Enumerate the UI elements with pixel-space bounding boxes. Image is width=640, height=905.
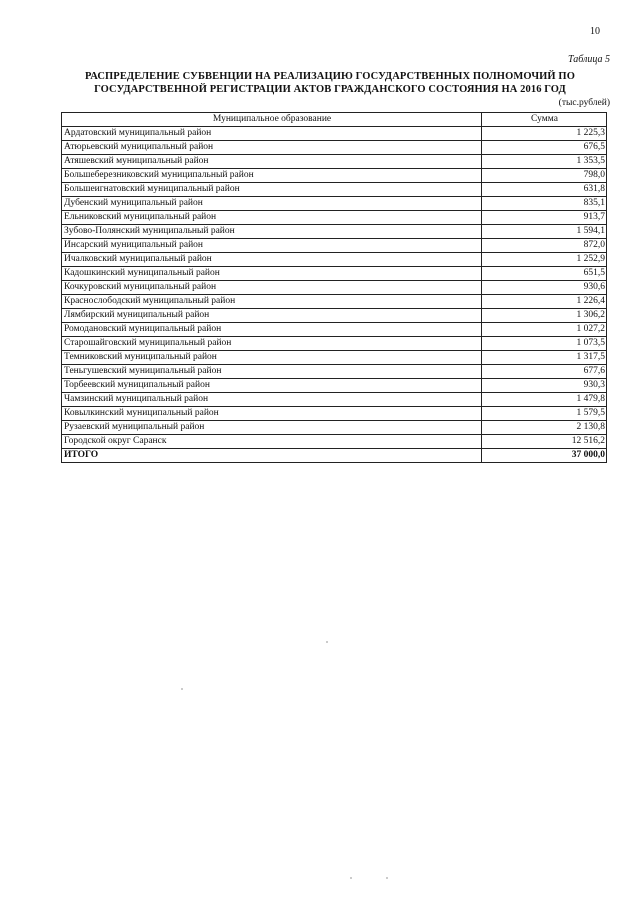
subsidy-amount: 913,7 xyxy=(482,211,607,225)
municipality-name: Кадошкинский муниципальный район xyxy=(62,267,482,281)
municipality-name: Зубово-Полянский муниципальный район xyxy=(62,225,482,239)
municipality-name: Темниковский муниципальный район xyxy=(62,351,482,365)
municipality-name: Большеберезниковский муниципальный район xyxy=(62,169,482,183)
subsidy-table xyxy=(61,112,607,463)
subsidy-amount: 631,8 xyxy=(482,183,607,197)
scan-mark xyxy=(386,877,388,879)
scan-mark xyxy=(326,641,328,643)
table-row xyxy=(62,407,607,421)
subsidy-amount: 930,3 xyxy=(482,379,607,393)
municipality-name: Чамзинский муниципальный район xyxy=(62,393,482,407)
table-row xyxy=(62,393,607,407)
subsidy-amount: 12 516,2 xyxy=(482,435,607,449)
title-line-2: ГОСУДАРСТВЕННОЙ РЕГИСТРАЦИИ АКТОВ ГРАЖДАНСКОГО СОСТОЯНИЯ НА 2016 ГОД xyxy=(94,84,566,95)
total-label: ИТОГО xyxy=(62,449,482,463)
municipality-name: Ельниковский муниципальный район xyxy=(62,211,482,225)
table-row xyxy=(62,295,607,309)
subsidy-amount: 651,5 xyxy=(482,267,607,281)
title-line-1: РАСПРЕДЕЛЕНИЕ СУБВЕНЦИИ НА РЕАЛИЗАЦИЮ ГОСУДАРСТВЕННЫХ ПОЛНОМОЧИЙ ПО xyxy=(85,71,575,82)
subsidy-amount: 930,6 xyxy=(482,281,607,295)
subsidy-amount: 798,0 xyxy=(482,169,607,183)
municipality-name: Кочкуровский муниципальный район xyxy=(62,281,482,295)
header-municipality: Муниципальное образование xyxy=(62,113,482,127)
municipality-name: Дубенский муниципальный район xyxy=(62,197,482,211)
table-row xyxy=(62,225,607,239)
municipality-name: Атяшевский муниципальный район xyxy=(62,155,482,169)
total-row xyxy=(62,449,607,463)
subsidy-amount: 1 479,8 xyxy=(482,393,607,407)
table-row xyxy=(62,337,607,351)
scan-mark xyxy=(350,877,352,879)
subsidy-amount: 1 073,5 xyxy=(482,337,607,351)
table-header-row xyxy=(62,113,607,127)
subsidy-amount: 676,5 xyxy=(482,141,607,155)
subsidy-amount: 677,6 xyxy=(482,365,607,379)
subsidy-amount: 1 594,1 xyxy=(482,225,607,239)
municipality-name: Большеигнатовский муниципальный район xyxy=(62,183,482,197)
page-number: 10 xyxy=(590,26,600,37)
municipality-name: Торбеевский муниципальный район xyxy=(62,379,482,393)
table-row xyxy=(62,239,607,253)
subsidy-amount: 1 252,9 xyxy=(482,253,607,267)
table-row xyxy=(62,155,607,169)
table-row xyxy=(62,197,607,211)
subsidy-amount: 1 579,5 xyxy=(482,407,607,421)
table-body xyxy=(62,127,607,449)
subsidy-amount: 1 317,5 xyxy=(482,351,607,365)
table-row xyxy=(62,127,607,141)
header-amount: Сумма xyxy=(482,113,607,127)
table-row xyxy=(62,421,607,435)
subsidy-amount: 1 353,5 xyxy=(482,155,607,169)
municipality-name: Атюрьевский муниципальный район xyxy=(62,141,482,155)
total-amount: 37 000,0 xyxy=(482,449,607,463)
table-row xyxy=(62,435,607,449)
municipality-name: Ардатовский муниципальный район xyxy=(62,127,482,141)
municipality-name: Городской округ Саранск xyxy=(62,435,482,449)
subsidy-amount: 1 306,2 xyxy=(482,309,607,323)
table-row xyxy=(62,169,607,183)
municipality-name: Теньгушевский муниципальный район xyxy=(62,365,482,379)
table-row xyxy=(62,141,607,155)
table-row xyxy=(62,323,607,337)
subsidy-amount: 1 027,2 xyxy=(482,323,607,337)
table-row xyxy=(62,183,607,197)
table-row xyxy=(62,351,607,365)
subsidy-amount: 1 226,4 xyxy=(482,295,607,309)
subsidy-amount: 835,1 xyxy=(482,197,607,211)
scan-mark xyxy=(181,688,183,690)
municipality-name: Старошайговский муниципальный район xyxy=(62,337,482,351)
municipality-name: Ромодановский муниципальный район xyxy=(62,323,482,337)
table-row xyxy=(62,365,607,379)
table-label: Таблица 5 xyxy=(568,54,610,65)
table-row xyxy=(62,379,607,393)
document-title xyxy=(60,70,600,96)
subsidy-amount: 1 225,3 xyxy=(482,127,607,141)
table-row xyxy=(62,253,607,267)
municipality-name: Рузаевский муниципальный район xyxy=(62,421,482,435)
table-row xyxy=(62,267,607,281)
municipality-name: Ичалковский муниципальный район xyxy=(62,253,482,267)
table-row xyxy=(62,211,607,225)
subsidy-amount: 2 130,8 xyxy=(482,421,607,435)
municipality-name: Ковылкинский муниципальный район xyxy=(62,407,482,421)
table-row xyxy=(62,281,607,295)
subsidy-amount: 872,0 xyxy=(482,239,607,253)
municipality-name: Инсарский муниципальный район xyxy=(62,239,482,253)
units-label: (тыс.рублей) xyxy=(558,98,610,108)
table-row xyxy=(62,309,607,323)
municipality-name: Лямбирский муниципальный район xyxy=(62,309,482,323)
municipality-name: Краснослободский муниципальный район xyxy=(62,295,482,309)
